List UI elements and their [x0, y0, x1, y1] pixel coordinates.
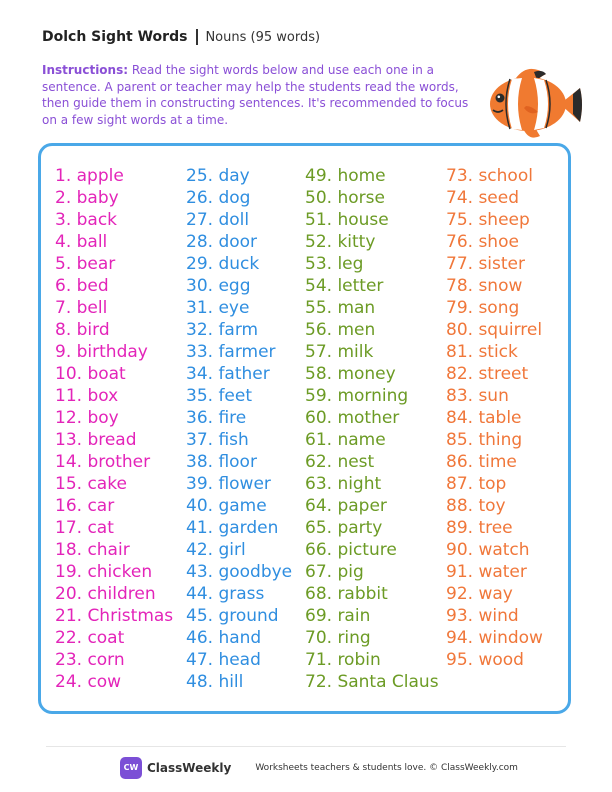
word-column-3	[305, 165, 439, 693]
footer-tagline: Worksheets teachers & students love. © ClassWeekly.com	[255, 763, 518, 773]
sight-word: 42. girl	[186, 540, 246, 560]
sight-word: 46. hand	[186, 628, 262, 648]
sight-word: 29. duck	[186, 254, 260, 274]
sight-word: 36. fire	[186, 408, 247, 428]
sight-word: 85. thing	[446, 430, 523, 450]
sight-word: 74. seed	[446, 188, 520, 208]
sight-word: 73. school	[446, 166, 533, 186]
sight-word: 48. hill	[186, 672, 244, 692]
classweekly-logo: CW	[120, 757, 142, 779]
sight-word: 66. picture	[305, 540, 397, 560]
sight-word: 44. grass	[186, 584, 265, 604]
sight-word: 20. children	[55, 584, 156, 604]
sight-word: 31. eye	[186, 298, 250, 318]
sight-word: 81. stick	[446, 342, 518, 362]
sight-word: 95. wood	[446, 650, 524, 670]
page-header	[42, 26, 320, 48]
sight-word: 77. sister	[446, 254, 525, 274]
sight-word: 14. brother	[55, 452, 151, 472]
sight-word: 50. horse	[305, 188, 385, 208]
sight-word: 62. nest	[305, 452, 375, 472]
sight-word: 79. song	[446, 298, 520, 318]
page-subtitle: Nouns (95 words)	[205, 29, 321, 45]
sight-word: 82. street	[446, 364, 529, 384]
sight-word: 63. night	[305, 474, 382, 494]
sight-word: 7. bell	[55, 298, 108, 318]
sight-word: 75. sheep	[446, 210, 530, 230]
sight-word: 86. time	[446, 452, 517, 472]
sight-word: 51. house	[305, 210, 389, 230]
sight-word: 10. boat	[55, 364, 126, 384]
word-column-1	[55, 165, 173, 693]
sight-word: 2. baby	[55, 188, 119, 208]
sight-word: 16. car	[55, 496, 115, 516]
footer	[120, 757, 518, 779]
sight-word: 54. letter	[305, 276, 384, 296]
clownfish-icon	[476, 64, 586, 144]
sight-word: 72. Santa Claus	[305, 672, 439, 692]
sight-word: 11. box	[55, 386, 119, 406]
word-column-4	[446, 165, 543, 671]
sight-word: 30. egg	[186, 276, 251, 296]
sight-word: 40. game	[186, 496, 267, 516]
sight-word: 19. chicken	[55, 562, 153, 582]
sight-word: 21. Christmas	[55, 606, 174, 626]
sight-word: 6. bed	[55, 276, 109, 296]
sight-word: 92. way	[446, 584, 513, 604]
sight-word: 17. cat	[55, 518, 114, 538]
instructions-text: Read the sight words below and use each one in a sentence. A parent or teacher may help the students read the words, then guide them in constructing sentences. It's recommended to focus on a few sight words at a time.	[42, 63, 469, 127]
sight-word: 5. bear	[55, 254, 116, 274]
sight-word: 1. apple	[55, 166, 124, 186]
sight-word: 71. robin	[305, 650, 381, 670]
sight-word: 93. wind	[446, 606, 519, 626]
sight-word: 80. squirrel	[446, 320, 543, 340]
footer-divider	[46, 746, 566, 747]
sight-word: 87. top	[446, 474, 507, 494]
sight-word: 45. ground	[186, 606, 279, 626]
sight-word: 28. door	[186, 232, 258, 252]
sight-word: 25. day	[186, 166, 250, 186]
sight-word: 53. leg	[305, 254, 364, 274]
sight-word: 9. birthday	[55, 342, 148, 362]
sight-word: 47. head	[186, 650, 261, 670]
sight-word: 38. floor	[186, 452, 257, 472]
sight-word: 69. rain	[305, 606, 371, 626]
sight-word: 65. party	[305, 518, 383, 538]
sight-word: 83. sun	[446, 386, 509, 406]
sight-word: 94. window	[446, 628, 543, 648]
sight-word: 58. money	[305, 364, 396, 384]
title-divider	[196, 29, 198, 45]
sight-word: 43. goodbye	[186, 562, 293, 582]
sight-word: 22. coat	[55, 628, 125, 648]
sight-word: 49. home	[305, 166, 386, 186]
sight-word: 35. feet	[186, 386, 253, 406]
sight-word: 57. milk	[305, 342, 374, 362]
sight-word: 41. garden	[186, 518, 279, 538]
sight-word: 37. fish	[186, 430, 249, 450]
sight-word: 55. man	[305, 298, 376, 318]
sight-word: 68. rabbit	[305, 584, 388, 604]
sight-word: 39. flower	[186, 474, 271, 494]
sight-word: 60. mother	[305, 408, 400, 428]
page-title: Dolch Sight Words	[42, 29, 188, 45]
sight-word: 64. paper	[305, 496, 387, 516]
sight-word: 12. boy	[55, 408, 119, 428]
sight-word: 24. cow	[55, 672, 122, 692]
sight-word: 33. farmer	[186, 342, 276, 362]
sight-word: 84. table	[446, 408, 522, 428]
instructions-label: Instructions:	[42, 63, 129, 77]
sight-word: 70. ring	[305, 628, 371, 648]
sight-word: 90. watch	[446, 540, 530, 560]
brand-name: ClassWeekly	[147, 761, 232, 775]
sight-word: 34. father	[186, 364, 270, 384]
sight-word: 59. morning	[305, 386, 409, 406]
sight-word: 91. water	[446, 562, 527, 582]
sight-word: 88. toy	[446, 496, 506, 516]
word-column-2	[186, 165, 292, 693]
sight-word: 23. corn	[55, 650, 125, 670]
sight-word: 67. pig	[305, 562, 364, 582]
sight-word: 61. name	[305, 430, 386, 450]
sight-word: 32. farm	[186, 320, 259, 340]
sight-word: 52. kitty	[305, 232, 376, 252]
sight-word: 13. bread	[55, 430, 137, 450]
sight-word: 18. chair	[55, 540, 130, 560]
sight-word: 26. dog	[186, 188, 251, 208]
sight-word: 15. cake	[55, 474, 127, 494]
sight-word: 89. tree	[446, 518, 513, 538]
sight-word: 76. shoe	[446, 232, 519, 252]
sight-word: 27. doll	[186, 210, 250, 230]
sight-word: 8. bird	[55, 320, 110, 340]
sight-word: 3. back	[55, 210, 118, 230]
instructions	[42, 62, 472, 128]
sight-word: 4. ball	[55, 232, 108, 252]
sight-word: 78. snow	[446, 276, 523, 296]
sight-word: 56. men	[305, 320, 376, 340]
